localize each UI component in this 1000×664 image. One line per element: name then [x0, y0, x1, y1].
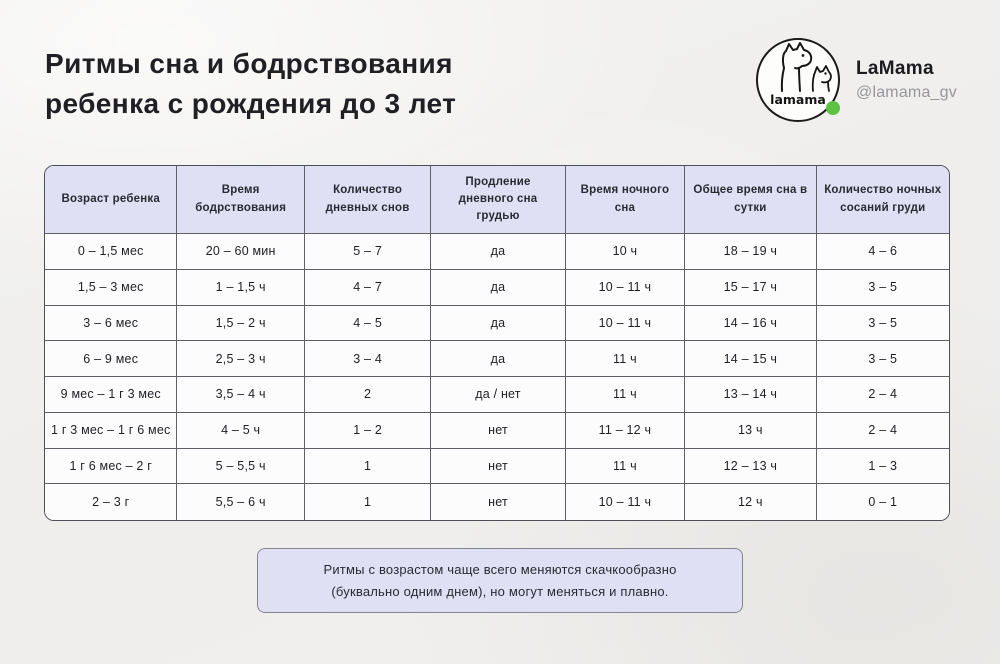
page-title-line-1: Ритмы сна и бодрствования: [45, 48, 453, 79]
cell-r1-c4: 10 – 11 ч: [566, 270, 685, 306]
cell-r2-c4: 10 – 11 ч: [566, 306, 685, 342]
cell-r1-c1: 1 – 1,5 ч: [177, 270, 304, 306]
cell-r2-c5: 14 – 16 ч: [685, 306, 816, 342]
page-title: [45, 44, 665, 124]
cell-r4-c3: да / нет: [431, 377, 565, 413]
cell-r5-c4: 11 – 12 ч: [566, 413, 685, 449]
cell-r7-c6: 0 – 1: [817, 484, 949, 520]
cell-r2-c3: да: [431, 306, 565, 342]
cell-r4-c5: 13 – 14 ч: [685, 377, 816, 413]
cell-r5-c2: 1 – 2: [305, 413, 431, 449]
header-cell-3: Продление дневного сна грудью: [431, 166, 565, 234]
rhythm-table: [44, 165, 950, 521]
cell-r1-c2: 4 – 7: [305, 270, 431, 306]
cell-r1-c6: 3 – 5: [817, 270, 949, 306]
logo-status-dot: [826, 101, 840, 115]
cell-r1-c5: 15 – 17 ч: [685, 270, 816, 306]
header-cell-6: Количество ночных сосаний груди: [817, 166, 949, 234]
cell-r0-c6: 4 – 6: [817, 234, 949, 270]
cell-r6-c6: 1 – 3: [817, 449, 949, 485]
brand-name: LaMama: [856, 58, 934, 79]
cell-r5-c6: 2 – 4: [817, 413, 949, 449]
logo-text: lamama: [770, 92, 826, 107]
cell-r0-c1: 20 – 60 мин: [177, 234, 304, 270]
header-cell-0: Возраст ребенка: [45, 166, 177, 234]
note-box: [257, 548, 743, 613]
header-cell-4: Время ночного сна: [566, 166, 685, 234]
cell-r4-c6: 2 – 4: [817, 377, 949, 413]
note-line-2: (буквально одним днем), но могут меняться и плавно.: [331, 583, 669, 599]
cell-r2-c2: 4 – 5: [305, 306, 431, 342]
note-line-1: Ритмы с возрастом чаще всего меняются скачкообразно: [323, 562, 677, 578]
cell-r4-c4: 11 ч: [566, 377, 685, 413]
header-cell-1: Время бодрствования: [177, 166, 304, 234]
cell-r5-c3: нет: [431, 413, 565, 449]
brand-logo: [756, 38, 840, 122]
cell-r7-c1: 5,5 – 6 ч: [177, 484, 304, 520]
header-cell-2: Количество дневных снов: [305, 166, 431, 234]
cell-r0-c0: 0 – 1,5 мес: [45, 234, 177, 270]
cell-r6-c1: 5 – 5,5 ч: [177, 449, 304, 485]
cell-r7-c4: 10 – 11 ч: [566, 484, 685, 520]
cell-r7-c5: 12 ч: [685, 484, 816, 520]
cell-r0-c2: 5 – 7: [305, 234, 431, 270]
cell-r4-c0: 9 мес – 1 г 3 мес: [45, 377, 177, 413]
cell-r3-c1: 2,5 – 3 ч: [177, 341, 304, 377]
cell-r3-c5: 14 – 15 ч: [685, 341, 816, 377]
cell-r7-c2: 1: [305, 484, 431, 520]
brand-handle: @lamama_gv: [856, 84, 957, 101]
cell-r3-c4: 11 ч: [566, 341, 685, 377]
cell-r2-c1: 1,5 – 2 ч: [177, 306, 304, 342]
cell-r6-c0: 1 г 6 мес – 2 г: [45, 449, 177, 485]
cell-r0-c3: да: [431, 234, 565, 270]
cell-r2-c6: 3 – 5: [817, 306, 949, 342]
cell-r5-c0: 1 г 3 мес – 1 г 6 мес: [45, 413, 177, 449]
cell-r0-c5: 18 – 19 ч: [685, 234, 816, 270]
cell-r6-c5: 12 – 13 ч: [685, 449, 816, 485]
cell-r7-c0: 2 – 3 г: [45, 484, 177, 520]
cell-r3-c6: 3 – 5: [817, 341, 949, 377]
cell-r7-c3: нет: [431, 484, 565, 520]
cell-r3-c2: 3 – 4: [305, 341, 431, 377]
cell-r0-c4: 10 ч: [566, 234, 685, 270]
cell-r6-c3: нет: [431, 449, 565, 485]
cell-r2-c0: 3 – 6 мес: [45, 306, 177, 342]
cell-r5-c5: 13 ч: [685, 413, 816, 449]
cell-r4-c2: 2: [305, 377, 431, 413]
cell-r3-c0: 6 – 9 мес: [45, 341, 177, 377]
cell-r1-c0: 1,5 – 3 мес: [45, 270, 177, 306]
page-title-line-2: ребенка с рождения до 3 лет: [45, 88, 457, 120]
header-cell-5: Общее время сна в сутки: [685, 166, 816, 234]
cell-r4-c1: 3,5 – 4 ч: [177, 377, 304, 413]
cell-r1-c3: да: [431, 270, 565, 306]
cell-r6-c2: 1: [305, 449, 431, 485]
cell-r6-c4: 11 ч: [566, 449, 685, 485]
cell-r3-c3: да: [431, 341, 565, 377]
cell-r5-c1: 4 – 5 ч: [177, 413, 304, 449]
